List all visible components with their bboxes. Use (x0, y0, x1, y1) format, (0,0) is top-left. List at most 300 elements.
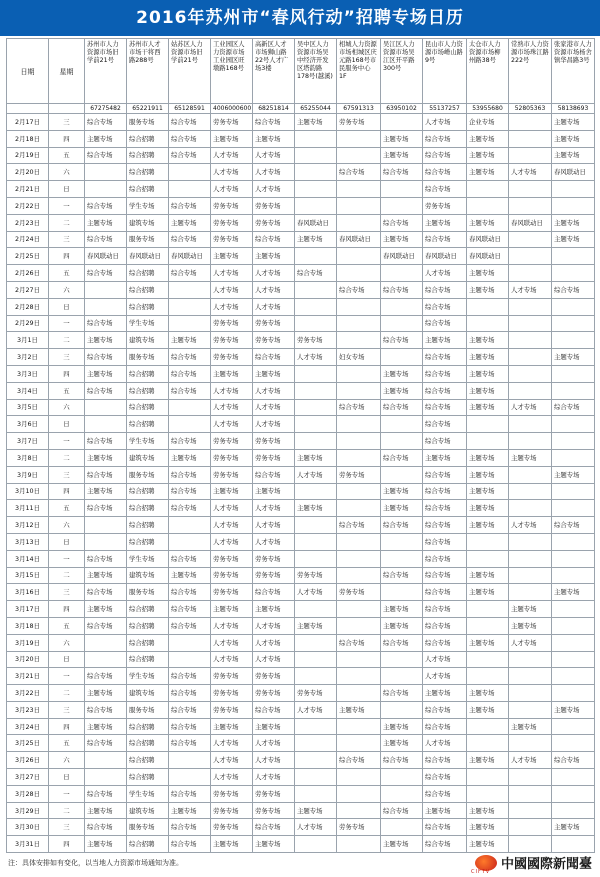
event-cell (337, 265, 381, 282)
event-cell (337, 147, 381, 164)
event-cell: 主题专场 (85, 365, 127, 382)
event-cell: 春风联动日 (85, 248, 127, 265)
event-cell: 劳务专场 (211, 114, 253, 131)
table-row (7, 802, 595, 819)
logo (470, 853, 592, 875)
event-cell: 主题专场 (509, 449, 552, 466)
event-cell: 人才专场 (211, 181, 253, 198)
event-cell (85, 298, 127, 315)
event-cell: 建筑专场 (127, 332, 169, 349)
event-cell (169, 399, 211, 416)
date-cell: 3月2日 (7, 349, 49, 366)
event-cell: 主题专场 (467, 382, 509, 399)
event-cell: 综合招聘 (127, 533, 169, 550)
event-cell (509, 735, 552, 752)
event-cell: 主题专场 (467, 130, 509, 147)
event-cell: 主题专场 (467, 332, 509, 349)
event-cell: 综合专场 (85, 197, 127, 214)
event-cell (169, 752, 211, 769)
event-cell (552, 433, 595, 450)
table-row (7, 164, 595, 181)
date-cell: 3月18日 (7, 617, 49, 634)
date-cell: 2月19日 (7, 147, 49, 164)
table-row (7, 769, 595, 786)
weekday-cell: 日 (49, 769, 85, 786)
event-cell (467, 416, 509, 433)
event-cell: 主题专场 (381, 483, 423, 500)
event-cell (552, 735, 595, 752)
event-cell: 劳务专场 (253, 449, 295, 466)
event-cell (509, 181, 552, 198)
weekday-cell: 四 (49, 836, 85, 853)
event-cell (552, 651, 595, 668)
event-cell: 综合专场 (423, 701, 467, 718)
venue-header: 苏州市人力资源市场旧学前21号 (85, 39, 127, 104)
phone-row-spacer (49, 104, 85, 114)
event-cell: 主题专场 (467, 214, 509, 231)
event-cell (337, 315, 381, 332)
table-row (7, 466, 595, 483)
weekday-cell: 二 (49, 214, 85, 231)
weekday-cell: 日 (49, 298, 85, 315)
event-cell (509, 265, 552, 282)
weekday-cell: 三 (49, 701, 85, 718)
table-row (7, 785, 595, 802)
event-cell (337, 685, 381, 702)
event-cell: 综合专场 (423, 416, 467, 433)
event-cell (509, 685, 552, 702)
event-cell (381, 265, 423, 282)
event-cell: 建筑专场 (127, 449, 169, 466)
event-cell (381, 416, 423, 433)
event-cell: 主题专场 (467, 281, 509, 298)
event-cell: 劳务专场 (211, 785, 253, 802)
event-cell: 主题专场 (552, 130, 595, 147)
event-cell: 综合招聘 (127, 382, 169, 399)
event-cell: 人才专场 (423, 668, 467, 685)
weekday-cell: 三 (49, 349, 85, 366)
event-cell (381, 181, 423, 198)
venue-phone: 68251814 (253, 104, 295, 114)
event-cell: 人才专场 (253, 164, 295, 181)
event-cell (509, 769, 552, 786)
event-cell: 综合专场 (423, 466, 467, 483)
event-cell (467, 718, 509, 735)
event-cell: 人才专场 (253, 517, 295, 534)
event-cell: 主题专场 (381, 130, 423, 147)
weekday-cell: 二 (49, 567, 85, 584)
event-cell: 企业专场 (467, 114, 509, 131)
event-cell (509, 651, 552, 668)
event-cell: 综合专场 (423, 164, 467, 181)
event-cell (552, 617, 595, 634)
table-row (7, 231, 595, 248)
event-cell: 人才专场 (423, 735, 467, 752)
event-cell: 综合专场 (423, 785, 467, 802)
event-cell: 主题专场 (467, 483, 509, 500)
event-cell: 综合专场 (423, 433, 467, 450)
event-cell: 主题专场 (253, 718, 295, 735)
event-cell: 综合专场 (85, 785, 127, 802)
event-cell: 主题专场 (253, 836, 295, 853)
event-cell (295, 517, 337, 534)
event-cell (467, 735, 509, 752)
event-cell (337, 449, 381, 466)
weekday-cell: 一 (49, 785, 85, 802)
event-cell: 综合招聘 (127, 752, 169, 769)
event-cell: 综合招聘 (127, 769, 169, 786)
event-cell: 主题专场 (467, 752, 509, 769)
event-cell (509, 365, 552, 382)
event-cell: 综合专场 (381, 214, 423, 231)
date-cell: 2月20日 (7, 164, 49, 181)
event-cell: 人才专场 (211, 617, 253, 634)
date-cell: 2月22日 (7, 197, 49, 214)
table-row (7, 147, 595, 164)
event-cell: 综合专场 (169, 601, 211, 618)
event-cell (552, 416, 595, 433)
event-cell: 建筑专场 (127, 214, 169, 231)
event-cell: 主题专场 (467, 819, 509, 836)
event-cell: 综合专场 (85, 668, 127, 685)
event-cell: 综合招聘 (127, 164, 169, 181)
event-cell (337, 617, 381, 634)
event-cell: 劳务专场 (253, 567, 295, 584)
table-row (7, 265, 595, 282)
event-cell: 人才专场 (423, 651, 467, 668)
date-cell: 3月22日 (7, 685, 49, 702)
event-cell: 劳务专场 (211, 668, 253, 685)
date-cell: 2月24日 (7, 231, 49, 248)
event-cell: 综合专场 (169, 550, 211, 567)
weekday-cell: 五 (49, 735, 85, 752)
event-cell: 人才专场 (253, 181, 295, 198)
event-cell: 主题专场 (467, 349, 509, 366)
event-cell (337, 802, 381, 819)
event-cell (295, 785, 337, 802)
venue-phone: 58138693 (552, 104, 595, 114)
event-cell (337, 181, 381, 198)
event-cell (467, 315, 509, 332)
event-cell (552, 298, 595, 315)
weekday-cell: 五 (49, 617, 85, 634)
event-cell (169, 769, 211, 786)
event-cell: 主题专场 (509, 617, 552, 634)
event-cell: 综合专场 (169, 365, 211, 382)
event-cell (169, 181, 211, 198)
event-cell (295, 836, 337, 853)
table-row (7, 433, 595, 450)
event-cell (337, 567, 381, 584)
table-row (7, 584, 595, 601)
date-cell: 3月31日 (7, 836, 49, 853)
event-cell (467, 181, 509, 198)
event-cell: 劳务专场 (337, 114, 381, 131)
event-cell: 主题专场 (467, 500, 509, 517)
event-cell (169, 298, 211, 315)
weekday-cell: 四 (49, 483, 85, 500)
event-cell: 主题专场 (467, 836, 509, 853)
event-cell: 主题专场 (467, 466, 509, 483)
event-cell: 服务专场 (127, 231, 169, 248)
event-cell (381, 315, 423, 332)
event-cell: 综合招聘 (127, 718, 169, 735)
event-cell (169, 281, 211, 298)
date-cell: 2月26日 (7, 265, 49, 282)
event-cell: 劳务专场 (211, 550, 253, 567)
schedule-body (7, 39, 595, 853)
event-cell: 主题专场 (467, 517, 509, 534)
event-cell: 劳务专场 (211, 567, 253, 584)
event-cell: 综合专场 (85, 147, 127, 164)
event-cell (509, 802, 552, 819)
event-cell: 综合专场 (85, 349, 127, 366)
table-row (7, 332, 595, 349)
event-cell: 综合招聘 (127, 617, 169, 634)
date-cell: 2月28日 (7, 298, 49, 315)
event-cell: 学生专场 (127, 550, 169, 567)
event-cell: 综合专场 (85, 466, 127, 483)
event-cell: 春风联动日 (127, 248, 169, 265)
table-row (7, 416, 595, 433)
event-cell (509, 668, 552, 685)
event-cell: 综合专场 (169, 785, 211, 802)
event-cell: 综合专场 (381, 752, 423, 769)
event-cell: 学生专场 (127, 785, 169, 802)
event-cell: 主题专场 (85, 567, 127, 584)
event-cell: 主题专场 (467, 399, 509, 416)
event-cell: 综合招聘 (127, 147, 169, 164)
event-cell: 综合专场 (253, 584, 295, 601)
table-row (7, 752, 595, 769)
event-cell (509, 533, 552, 550)
event-cell: 综合专场 (169, 735, 211, 752)
event-cell (337, 483, 381, 500)
date-header: 日期 (7, 39, 49, 104)
event-cell (169, 533, 211, 550)
event-cell: 主题专场 (552, 701, 595, 718)
event-cell: 综合招聘 (127, 265, 169, 282)
table-row (7, 315, 595, 332)
event-cell (552, 634, 595, 651)
event-cell: 劳务专场 (253, 214, 295, 231)
event-cell (295, 164, 337, 181)
event-cell: 综合专场 (381, 634, 423, 651)
event-cell: 综合专场 (85, 500, 127, 517)
event-cell: 劳务专场 (211, 584, 253, 601)
event-cell (85, 416, 127, 433)
event-cell: 人才专场 (509, 281, 552, 298)
event-cell: 主题专场 (509, 718, 552, 735)
event-cell (295, 634, 337, 651)
table-row (7, 819, 595, 836)
event-cell: 主题专场 (552, 819, 595, 836)
event-cell (381, 769, 423, 786)
event-cell: 主题专场 (295, 617, 337, 634)
event-cell: 综合专场 (169, 819, 211, 836)
table-row (7, 685, 595, 702)
event-cell: 主题专场 (467, 265, 509, 282)
event-cell: 主题专场 (467, 802, 509, 819)
weekday-cell: 一 (49, 315, 85, 332)
event-cell (381, 819, 423, 836)
event-cell (381, 433, 423, 450)
table-row (7, 382, 595, 399)
event-cell: 综合招聘 (127, 281, 169, 298)
event-cell: 人才专场 (253, 265, 295, 282)
event-cell: 人才专场 (253, 298, 295, 315)
event-cell: 综合专场 (337, 399, 381, 416)
event-cell: 主题专场 (381, 836, 423, 853)
event-cell: 人才专场 (211, 281, 253, 298)
event-cell (509, 584, 552, 601)
event-cell (381, 785, 423, 802)
event-cell: 劳务专场 (253, 197, 295, 214)
event-cell: 建筑专场 (127, 685, 169, 702)
event-cell: 劳务专场 (295, 567, 337, 584)
logo-subtext: CIFTV (470, 869, 491, 875)
event-cell: 综合专场 (552, 752, 595, 769)
event-cell: 人才专场 (211, 265, 253, 282)
weekday-cell: 日 (49, 181, 85, 198)
venue-header: 工业园区人力资源市场工业园区旺墩路168号 (211, 39, 253, 104)
event-cell (552, 265, 595, 282)
event-cell: 劳务专场 (211, 685, 253, 702)
event-cell (295, 399, 337, 416)
event-cell: 综合专场 (381, 281, 423, 298)
event-cell: 人才专场 (295, 466, 337, 483)
event-cell: 主题专场 (211, 718, 253, 735)
event-cell: 学生专场 (127, 433, 169, 450)
event-cell (337, 500, 381, 517)
weekday-cell: 日 (49, 533, 85, 550)
event-cell: 劳务专场 (337, 584, 381, 601)
weekday-cell: 二 (49, 802, 85, 819)
event-cell: 学生专场 (127, 668, 169, 685)
table-row (7, 836, 595, 853)
event-cell (169, 164, 211, 181)
event-cell: 综合专场 (423, 349, 467, 366)
event-cell: 主题专场 (552, 584, 595, 601)
event-cell (337, 718, 381, 735)
event-cell (85, 651, 127, 668)
weekday-cell: 六 (49, 281, 85, 298)
event-cell: 春风联动日 (467, 231, 509, 248)
date-cell: 3月23日 (7, 701, 49, 718)
event-cell (552, 248, 595, 265)
event-cell (509, 315, 552, 332)
event-cell: 劳务专场 (211, 701, 253, 718)
event-cell: 人才专场 (211, 500, 253, 517)
event-cell (552, 500, 595, 517)
event-cell (295, 248, 337, 265)
table-row (7, 114, 595, 131)
table-row (7, 567, 595, 584)
event-cell: 人才专场 (423, 114, 467, 131)
event-cell: 综合专场 (85, 114, 127, 131)
event-cell (509, 147, 552, 164)
logo-text: 中國國際新聞臺 (500, 857, 592, 872)
event-cell (169, 651, 211, 668)
schedule-table (6, 38, 595, 853)
weekday-cell: 六 (49, 634, 85, 651)
event-cell: 主题专场 (211, 601, 253, 618)
event-cell: 主题专场 (85, 836, 127, 853)
event-cell (337, 651, 381, 668)
event-cell (295, 668, 337, 685)
event-cell: 春风联动日 (423, 248, 467, 265)
event-cell: 学生专场 (127, 197, 169, 214)
event-cell: 综合专场 (381, 449, 423, 466)
event-cell: 主题专场 (85, 332, 127, 349)
event-cell: 人才专场 (211, 752, 253, 769)
table-row (7, 533, 595, 550)
event-cell: 主题专场 (85, 214, 127, 231)
event-cell: 劳务专场 (337, 819, 381, 836)
event-cell: 人才专场 (211, 769, 253, 786)
venue-phone: 53955680 (467, 104, 509, 114)
event-cell: 主题专场 (467, 567, 509, 584)
event-cell: 综合专场 (169, 500, 211, 517)
event-cell: 劳务专场 (253, 685, 295, 702)
event-cell (295, 735, 337, 752)
event-cell: 人才专场 (211, 634, 253, 651)
event-cell: 综合招聘 (127, 500, 169, 517)
date-cell: 3月10日 (7, 483, 49, 500)
event-cell: 主题专场 (467, 584, 509, 601)
date-cell: 3月11日 (7, 500, 49, 517)
event-cell (467, 433, 509, 450)
event-cell: 综合专场 (169, 382, 211, 399)
event-cell: 综合专场 (381, 802, 423, 819)
weekday-cell: 日 (49, 416, 85, 433)
weekday-cell: 四 (49, 248, 85, 265)
date-cell: 3月4日 (7, 382, 49, 399)
event-cell: 劳务专场 (211, 214, 253, 231)
event-cell: 主题专场 (467, 634, 509, 651)
event-cell (552, 567, 595, 584)
event-cell (552, 315, 595, 332)
event-cell (381, 701, 423, 718)
event-cell: 综合招聘 (127, 399, 169, 416)
event-cell: 综合专场 (253, 819, 295, 836)
event-cell: 主题专场 (85, 718, 127, 735)
event-cell: 主题专场 (295, 802, 337, 819)
event-cell: 主题专场 (85, 449, 127, 466)
event-cell: 综合专场 (169, 584, 211, 601)
event-cell: 春风联动日 (552, 164, 595, 181)
weekday-cell: 四 (49, 718, 85, 735)
event-cell: 主题专场 (381, 382, 423, 399)
event-cell (509, 466, 552, 483)
event-cell: 综合专场 (85, 819, 127, 836)
weekday-cell: 日 (49, 651, 85, 668)
weekday-cell: 三 (49, 819, 85, 836)
date-cell: 2月25日 (7, 248, 49, 265)
event-cell: 综合专场 (85, 701, 127, 718)
date-cell: 3月13日 (7, 533, 49, 550)
venue-phone: 55137257 (423, 104, 467, 114)
event-cell: 服务专场 (127, 701, 169, 718)
event-cell: 综合专场 (253, 466, 295, 483)
date-cell: 3月1日 (7, 332, 49, 349)
table-row (7, 517, 595, 534)
event-cell (169, 315, 211, 332)
event-cell: 综合专场 (423, 315, 467, 332)
event-cell (552, 365, 595, 382)
table-row (7, 349, 595, 366)
event-cell: 人才专场 (509, 517, 552, 534)
